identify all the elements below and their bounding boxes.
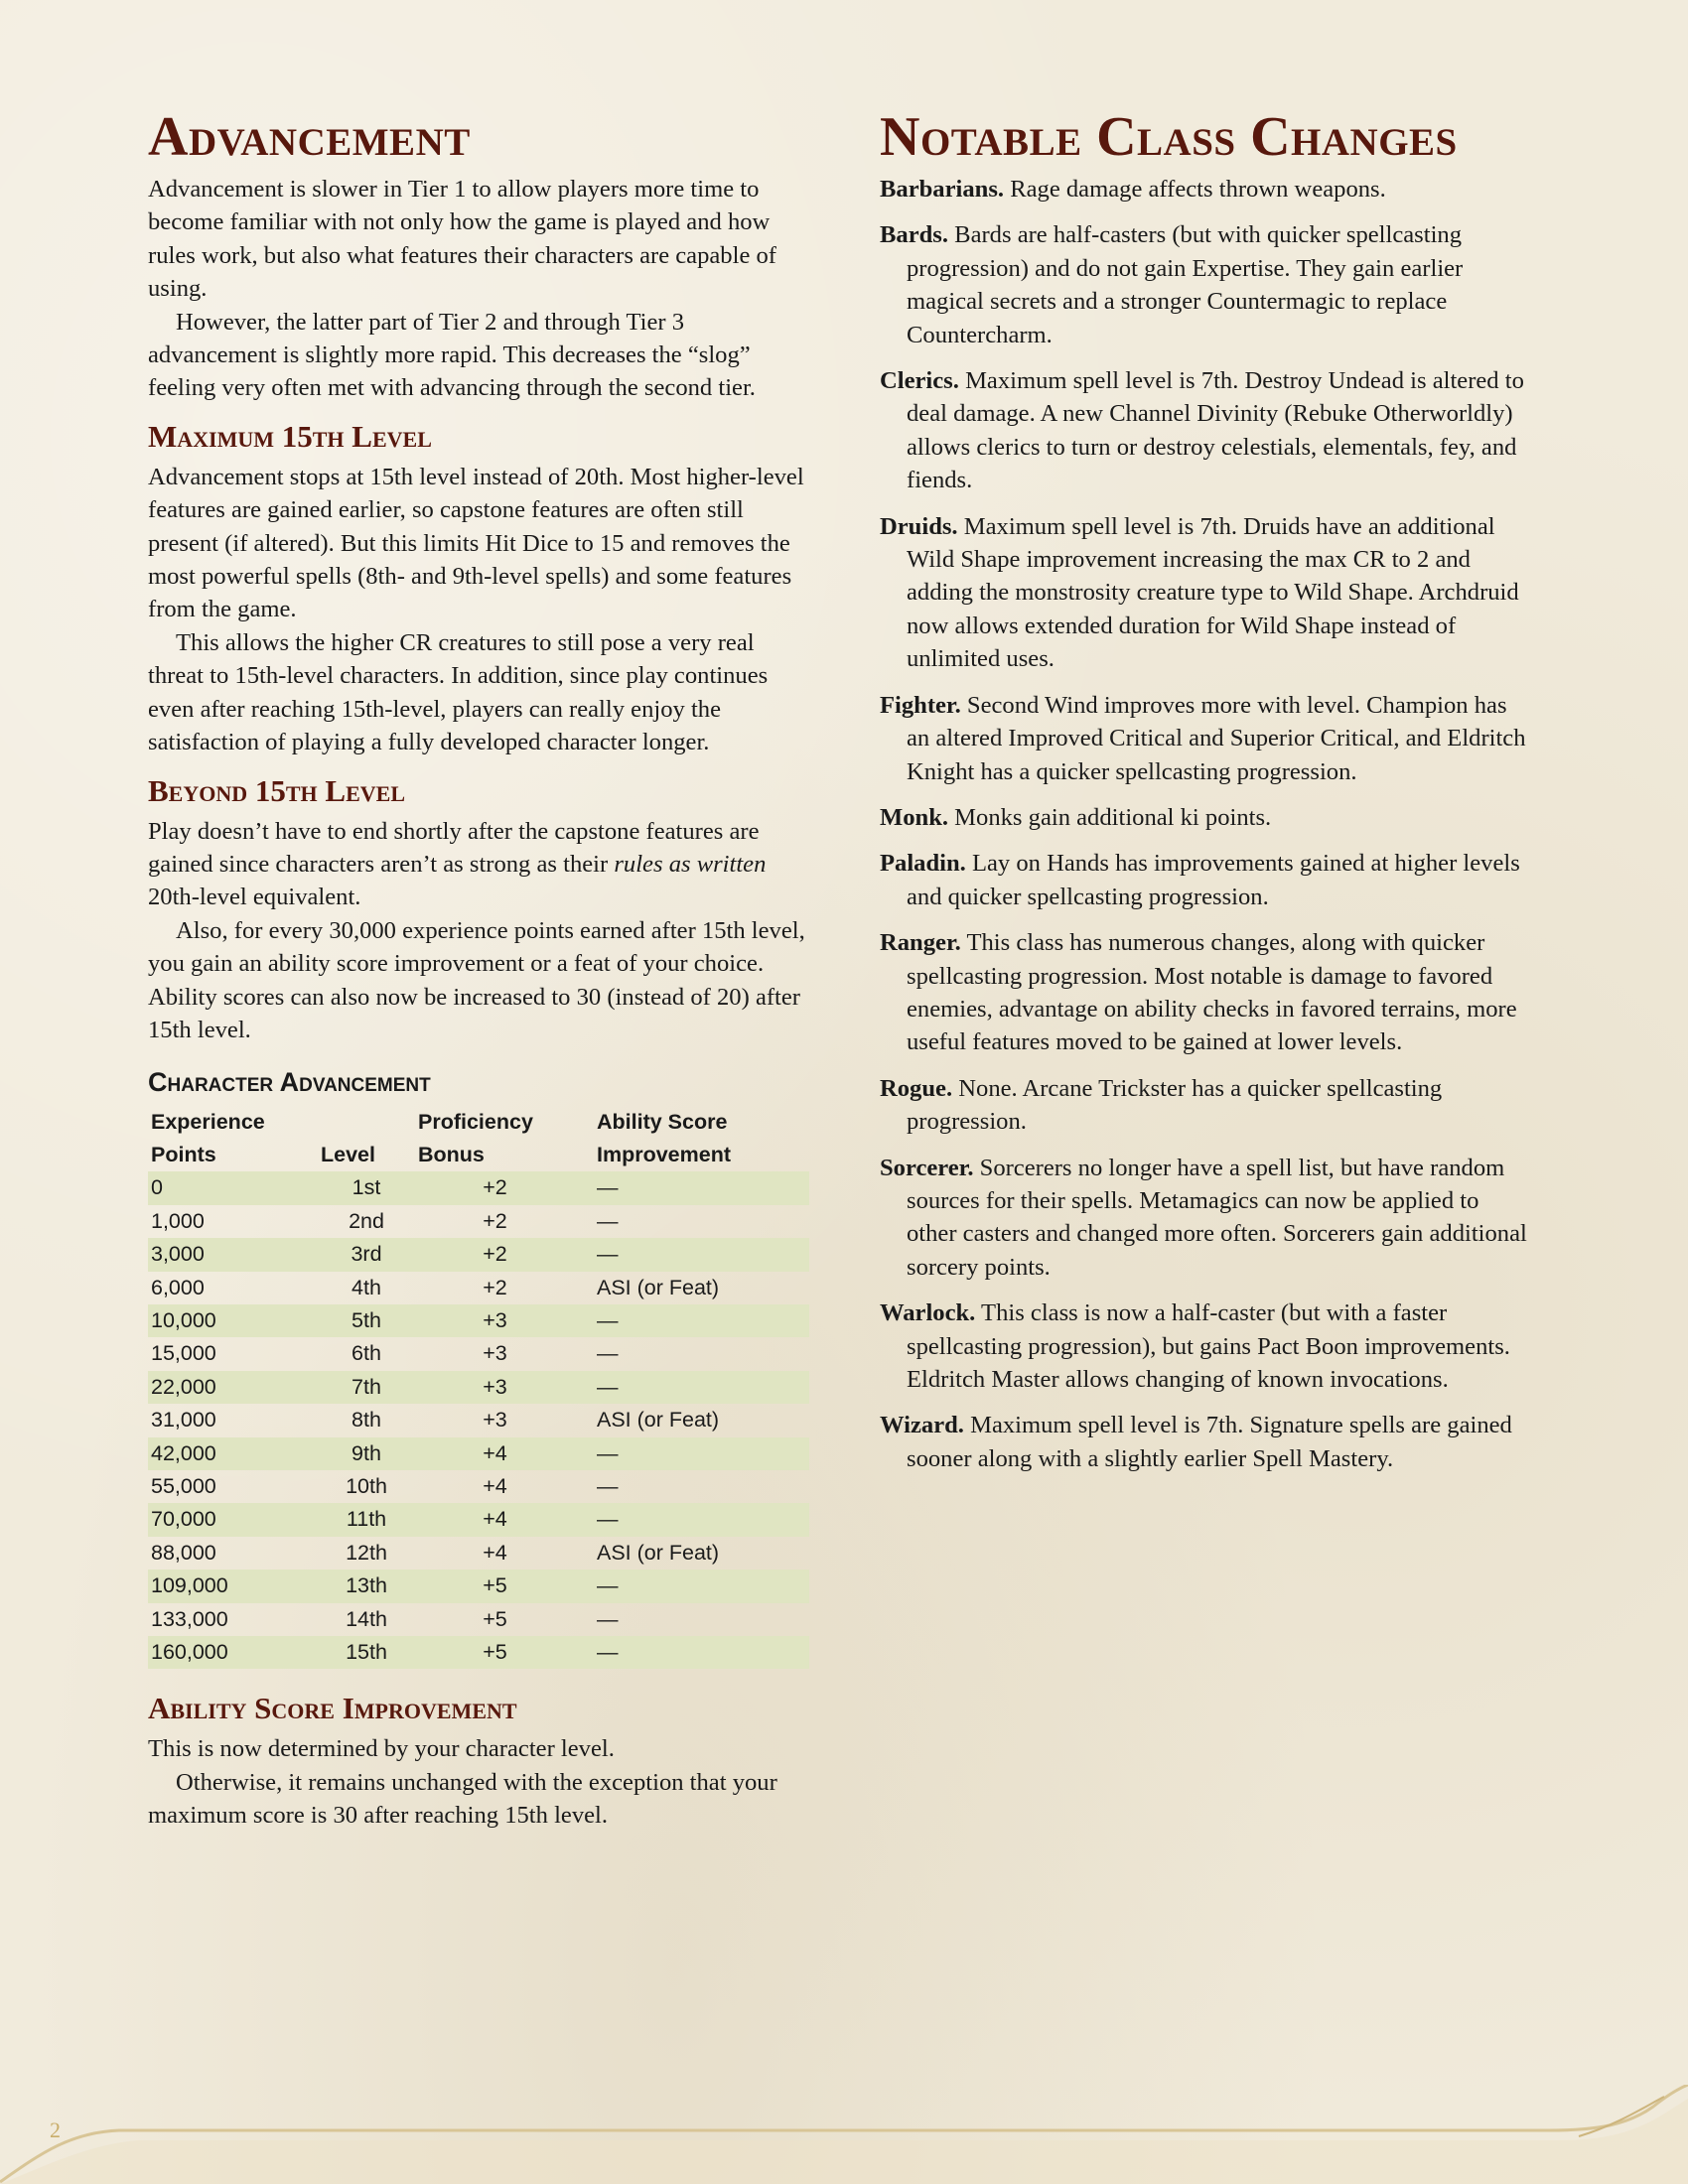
class-name: Bards. (880, 221, 949, 249)
cell-level: 13th (318, 1570, 415, 1602)
header-xp-line1: Experience (151, 1110, 265, 1135)
cell-asi: — (575, 1371, 809, 1404)
class-name: Ranger. (880, 929, 961, 957)
cell-asi: — (597, 1606, 619, 1631)
cell-proficiency: +2 (415, 1238, 575, 1271)
table-row (148, 1304, 809, 1337)
cell-level: 8th (352, 1408, 381, 1433)
cell-level: 11th (318, 1503, 415, 1536)
class-description: Second Wind improves more with level. Champion has an altered Improved Critical and Superior Critical, and Eldritch Knight has a quicker spellcasting progression. (907, 691, 1526, 785)
table-row (148, 1537, 809, 1570)
cell-proficiency: +4 (483, 1474, 507, 1498)
cell-asi: ASI (or Feat) (597, 1275, 720, 1299)
table-row (148, 1238, 809, 1271)
heading-ability-score-improvement: Ability Score Improvement (148, 1691, 517, 1726)
class-name: Clerics. (880, 367, 959, 395)
cell-proficiency: +5 (483, 1606, 507, 1631)
table-row (148, 1272, 809, 1304)
class-entry (880, 1297, 1535, 1396)
class-name: Wizard. (880, 1412, 964, 1439)
cell-level: 3rd (318, 1238, 415, 1271)
cell-proficiency: +4 (483, 1540, 507, 1565)
class-name: Fighter. (880, 691, 961, 719)
table-row (148, 1171, 809, 1204)
beyond-text-b: 20th-level equivalent. (148, 884, 361, 911)
header-prof-line2: Bonus (418, 1143, 485, 1167)
cell-proficiency: +2 (483, 1275, 507, 1299)
section-title-notable-class-changes: Notable Class Changes (880, 106, 1458, 168)
cell-experience: 160,000 (148, 1636, 318, 1669)
cell-asi: — (597, 1474, 619, 1498)
cell-asi: — (575, 1570, 809, 1602)
class-name: Paladin. (880, 850, 966, 878)
cell-level: 10th (346, 1474, 387, 1498)
table-row (148, 1404, 809, 1436)
cell-asi: — (575, 1503, 809, 1536)
class-entry (880, 510, 1535, 676)
left-column (148, 107, 808, 1833)
cell-experience: 55,000 (151, 1474, 216, 1498)
cell-proficiency: +3 (483, 1408, 507, 1433)
cell-asi: — (575, 1238, 809, 1271)
cell-level: 9th (318, 1437, 415, 1470)
table-row (148, 1503, 809, 1536)
header-level (318, 1106, 415, 1171)
class-name: Barbarians. (880, 176, 1005, 203)
cell-experience: 88,000 (151, 1540, 216, 1565)
class-name: Monk. (880, 803, 949, 831)
cell-experience: 3,000 (148, 1238, 318, 1271)
section-title-advancement: Advancement (148, 106, 471, 168)
cell-level: 14th (346, 1606, 387, 1631)
cell-experience: 133,000 (151, 1606, 228, 1631)
cell-level: 7th (318, 1371, 415, 1404)
cell-experience: 0 (148, 1171, 318, 1204)
class-entry (880, 801, 1535, 834)
class-entry (880, 1409, 1535, 1475)
cell-experience: 15,000 (151, 1341, 216, 1366)
table-row (148, 1437, 809, 1470)
cell-asi: — (575, 1636, 809, 1669)
header-asi-line1: Ability Score (597, 1110, 728, 1135)
character-advancement-table (148, 1106, 809, 1669)
heading-maximum-15th-level: Maximum 15th Level (148, 418, 432, 454)
class-entry (880, 1152, 1535, 1285)
class-description: Sorcerers no longer have a spell list, but have random sources for their spells. Metamagics can now be applied to other casters and changed more often. Sorcerers gain additional sorcery points. (907, 1154, 1527, 1281)
cell-experience: 42,000 (148, 1437, 318, 1470)
class-description: This class has numerous changes, along with quicker spellcasting progression. Most notable is damage to favored enemies, advantage on ability checks in favored terrains, more useful features moved to be gained at lower levels. (907, 929, 1517, 1056)
cell-proficiency: +3 (415, 1304, 575, 1337)
header-prof-line1: Proficiency (418, 1110, 533, 1135)
beyond-text-italic: rules as written (614, 850, 767, 878)
table-row (148, 1205, 809, 1238)
heading-beyond-15th-level: Beyond 15th Level (148, 772, 405, 808)
cell-proficiency: +2 (483, 1208, 507, 1233)
max-level-paragraph-2: This allows the higher CR creatures to still pose a very real threat to 15th-level characters. In addition, since play continues even after reaching 15th-level, players can really enjoy the satisfaction of playing a fully developed character longer. (148, 628, 769, 756)
cell-level: 2nd (349, 1208, 384, 1233)
cell-asi: ASI (or Feat) (597, 1408, 720, 1433)
table-body (148, 1171, 809, 1669)
class-description: Lay on Hands has improvements gained at higher levels and quicker spellcasting progression. (907, 850, 1520, 910)
table-header-row (148, 1106, 809, 1171)
intro-paragraph-1: Advancement is slower in Tier 1 to allow players more time to become familiar with not only how the game is played and how rules work, but also what features their characters are capable of using. (148, 176, 776, 303)
class-description: Maximum spell level is 7th. Destroy Undead is altered to deal damage. A new Channel Divinity (Rebuke Otherworldly) allows clerics to turn or destroy celestials, elementals, fey, and fiends. (907, 367, 1524, 494)
cell-proficiency: +5 (415, 1570, 575, 1602)
class-entry (880, 173, 1535, 205)
class-entry (880, 218, 1535, 351)
cell-asi: — (575, 1304, 809, 1337)
header-level-text: Level (321, 1143, 375, 1167)
class-description: Maximum spell level is 7th. Signature spells are gained sooner along with a slightly earlier Spell Mastery. (907, 1412, 1512, 1472)
class-changes-list (880, 173, 1535, 1475)
cell-experience: 31,000 (151, 1408, 216, 1433)
beyond-text-a: Play doesn’t have to end shortly after the capstone features are gained since characters aren’t as strong as their (148, 817, 760, 878)
class-entry (880, 364, 1535, 497)
asi-paragraph-1: This is now determined by your character level. (148, 1735, 615, 1763)
cell-proficiency: +3 (415, 1371, 575, 1404)
table-row (148, 1636, 809, 1669)
class-description: None. Arcane Trickster has a quicker spellcasting progression. (907, 1074, 1443, 1136)
cell-level: 4th (352, 1275, 381, 1299)
table-row (148, 1570, 809, 1602)
class-name: Rogue. (880, 1074, 953, 1102)
cell-asi: ASI (or Feat) (597, 1540, 720, 1565)
header-asi-line2: Improvement (597, 1143, 732, 1167)
class-description: This class is now a half-caster (but with a faster spellcasting progression), but gains Pact Boon improvements. Eldritch Master allows changing of known invocations. (907, 1299, 1510, 1393)
max-level-paragraph-1: Advancement stops at 15th level instead of 20th. Most higher-level features are gained earlier, so capstone features are often still present (if altered). But this limits Hit Dice to 15 and removes the most powerful spells (8th- and 9th-level spells) and some features from the game. (148, 463, 804, 623)
header-experience-points (148, 1106, 318, 1171)
cell-proficiency: +4 (415, 1437, 575, 1470)
class-description: Rage damage affects thrown weapons. (1010, 176, 1386, 203)
class-description: Bards are half-casters (but with quicker spellcasting progression) and do not gain Expertise. They gain earlier magical secrets and a stronger Countermagic to replace Countercharm. (907, 221, 1464, 348)
class-entry (880, 1072, 1535, 1139)
cell-asi: — (597, 1208, 619, 1233)
class-entry (880, 847, 1535, 913)
cell-asi: — (575, 1171, 809, 1204)
cell-level: 15th (318, 1636, 415, 1669)
beyond-paragraph-1 (148, 815, 808, 914)
cell-level: 1st (318, 1171, 415, 1204)
cell-proficiency: +3 (483, 1341, 507, 1366)
cell-experience: 6,000 (151, 1275, 205, 1299)
intro-paragraph-2: However, the latter part of Tier 2 and through Tier 3 advancement is slightly more rapid. This decreases the “slog” feeling very often met with advancing through the second tier. (148, 308, 756, 402)
class-description: Monks gain additional ki points. (954, 803, 1272, 831)
class-entry (880, 689, 1535, 788)
beyond-paragraph-2: Also, for every 30,000 experience points earned after 15th level, you gain an ability score improvement or a feat of your choice. Ability scores can also now be increased to 30 (instead of 20) after 15th level. (148, 916, 805, 1043)
class-entry (880, 926, 1535, 1059)
header-ability-score-improvement (575, 1106, 809, 1171)
class-name: Warlock. (880, 1299, 976, 1327)
cell-experience: 109,000 (148, 1570, 318, 1602)
table-title-character-advancement: Character Advancement (148, 1067, 431, 1098)
footer-band (0, 2099, 1688, 2184)
cell-proficiency: +5 (415, 1636, 575, 1669)
cell-experience: 70,000 (148, 1503, 318, 1536)
cell-experience: 1,000 (151, 1208, 205, 1233)
table-row (148, 1337, 809, 1370)
table-row (148, 1470, 809, 1503)
cell-proficiency: +4 (415, 1503, 575, 1536)
cell-proficiency: +2 (415, 1171, 575, 1204)
cell-level: 5th (318, 1304, 415, 1337)
cell-experience: 10,000 (148, 1304, 318, 1337)
header-proficiency-bonus (415, 1106, 575, 1171)
table-row (148, 1371, 809, 1404)
cell-level: 6th (352, 1341, 381, 1366)
cell-asi: — (575, 1437, 809, 1470)
cell-asi: — (597, 1341, 619, 1366)
right-column (880, 107, 1535, 1488)
cell-level: 12th (346, 1540, 387, 1565)
cell-experience: 22,000 (148, 1371, 318, 1404)
asi-paragraph-2: Otherwise, it remains unchanged with the exception that your maximum score is 30 after reaching 15th level. (148, 1768, 777, 1830)
class-name: Sorcerer. (880, 1154, 974, 1181)
class-description: Maximum spell level is 7th. Druids have an additional Wild Shape improvement increasing the max CR to 2 and adding the monstrosity creature type to Wild Shape. Archdruid now allows extended duration for Wild Shape instead of unlimited uses. (907, 512, 1519, 673)
header-xp-line2: Points (151, 1143, 216, 1167)
class-name: Druids. (880, 512, 958, 540)
page-number: 2 (50, 2117, 61, 2142)
table-row (148, 1603, 809, 1636)
footer-ornament (0, 2085, 1688, 2184)
